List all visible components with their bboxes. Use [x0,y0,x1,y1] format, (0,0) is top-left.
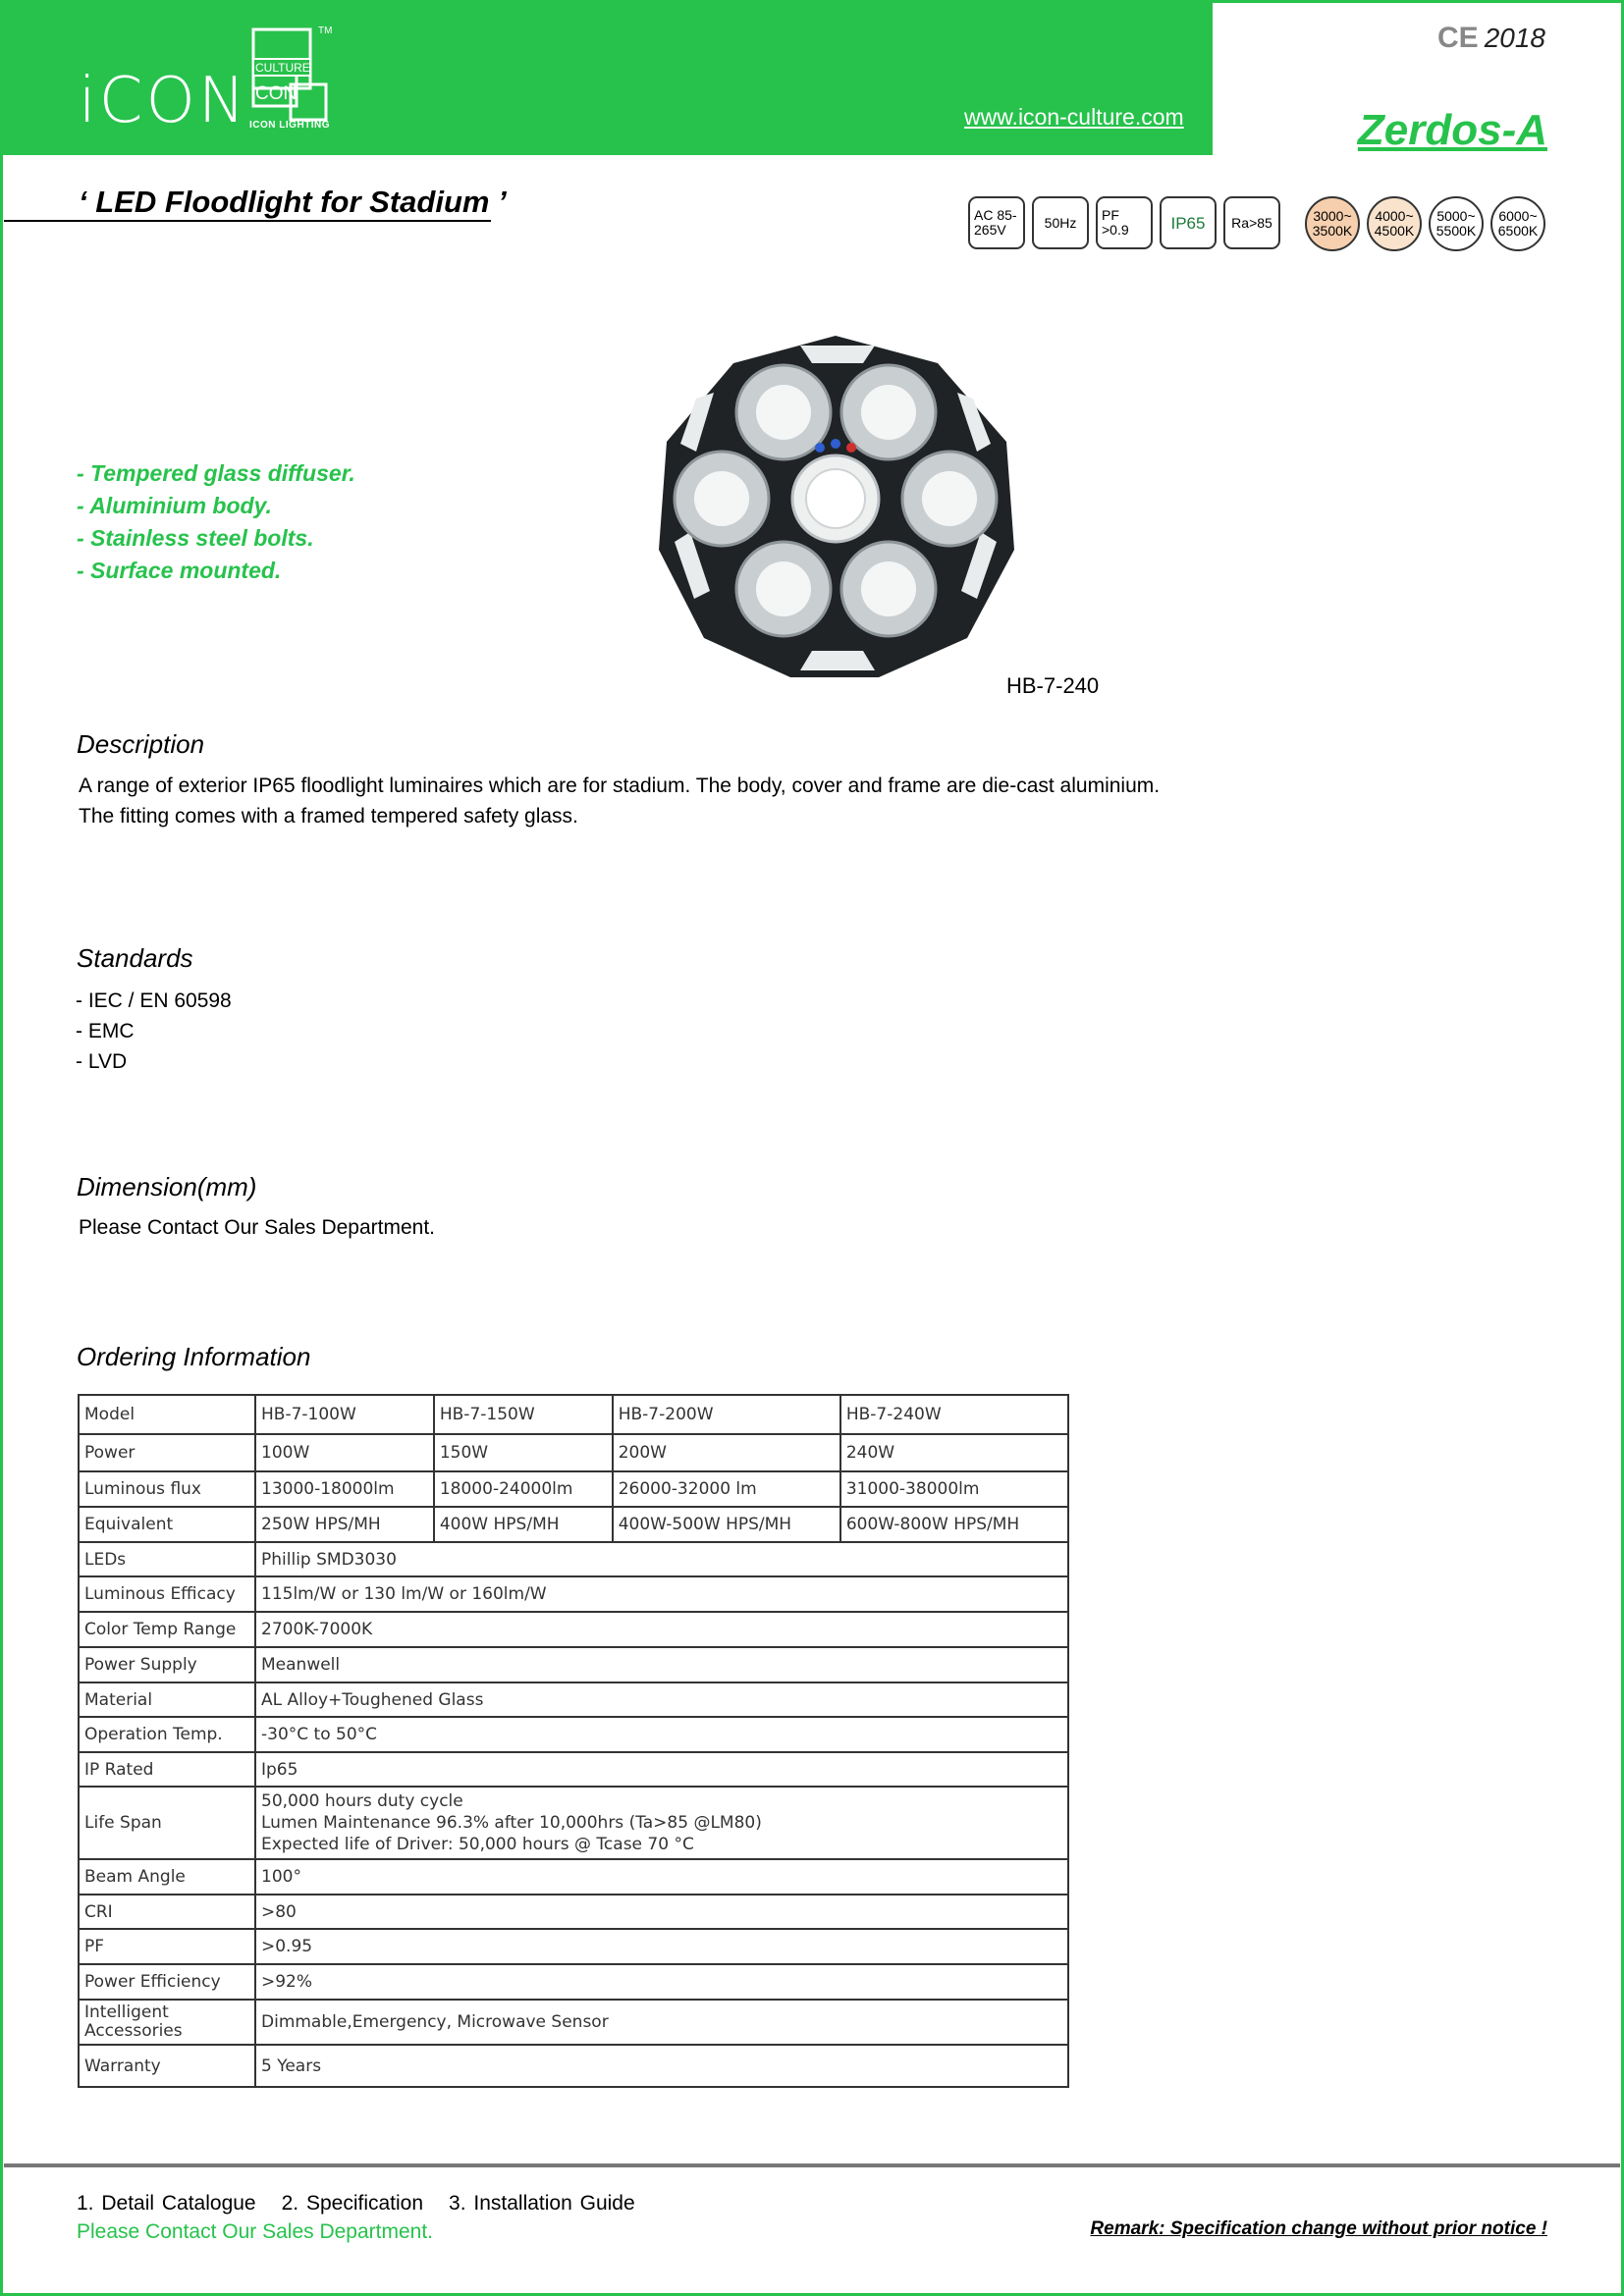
table-row: Power 100W 150W 200W 240W [79,1434,1068,1471]
table-row: Warranty 5 Years [79,2045,1068,2087]
table-row: Power Efficiency >92% [79,1964,1068,2000]
standards-list [76,986,232,1077]
table-row: Power Supply Meanwell [79,1647,1068,1682]
table-row: Luminous Efficacy 115lm/W or 130 lm/W or 160lm/W [79,1576,1068,1612]
footer-link-specification[interactable]: 2. Specification [281,2192,424,2215]
table-row: Luminous flux 13000-18000lm 18000-24000lm 26000-32000 lm 31000-38000lm [79,1471,1068,1507]
brand-wordmark: iCON [79,65,248,137]
table-row: PF >0.95 [79,1929,1068,1964]
badge-frequency: 50Hz [1032,196,1089,249]
standard-item: - IEC / EN 60598 [76,989,232,1012]
standard-item: - EMC [76,1020,135,1042]
table-row: Life Span 50,000 hours duty cycle Lumen Maintenance 96.3% after 10,000hrs (Ta>85 @LM80) Expected life of Driver: 50,000 hours @ Tcase 70 °C [79,1787,1068,1859]
table-row: Model HB-7-100W HB-7-150W HB-7-200W HB-7-240W [79,1395,1068,1434]
table-row: IP Rated Ip65 [79,1752,1068,1787]
svg-text:CON: CON [255,83,298,104]
footer-link-detail-catalogue[interactable]: 1. Detail Catalogue [77,2192,256,2215]
table-row: CRI >80 [79,1895,1068,1929]
icon-culture-logo [247,24,338,122]
cct-badge-6000k: 6000~ 6500K [1490,196,1545,251]
ce-year [1437,22,1545,55]
standards-heading: Standards [77,943,193,973]
spec-badges [968,196,1280,249]
table-row: Equivalent 250W HPS/MH 400W HPS/MH 400W-500W HPS/MH 600W-800W HPS/MH [79,1507,1068,1542]
feature-item: - Aluminium body. [77,493,272,518]
cct-badges [1305,196,1545,251]
table-row: Beam Angle 100° [79,1859,1068,1895]
table-row: Color Temp Range 2700K-7000K [79,1612,1068,1647]
cct-badge-4000k: 4000~ 4500K [1367,196,1422,251]
cct-badge-5000k: 5000~ 5500K [1429,196,1484,251]
floodlight-product-image [653,334,1018,682]
ordering-table [78,1394,1069,2088]
standard-item: - LVD [76,1050,128,1073]
remark-notice: Remark: Specification change without prior notice ! [1090,2218,1547,2239]
ordering-heading: Ordering Information [77,1342,311,1371]
description-heading: Description [77,729,205,759]
badge-cri: Ra>85 [1223,196,1280,249]
table-row: Operation Temp. -30°C to 50°C [79,1717,1068,1752]
table-row: Material AL Alloy+Toughened Glass [79,1682,1068,1717]
badge-power-factor: PF >0.9 [1096,196,1153,249]
feature-list [77,457,355,587]
footer-links [77,2192,661,2216]
badge-voltage: AC 85- 265V [968,196,1025,249]
page-subtitle: ‘ LED Floodlight for Stadium ’ [79,185,507,219]
svg-text:CULTURE: CULTURE [255,61,310,75]
product-image-caption: HB-7-240 [1006,673,1100,698]
svg-text:TM: TM [318,26,333,36]
badge-ip-rating: IP65 [1160,196,1217,249]
footer-link-installation-guide[interactable]: 3. Installation Guide [449,2192,635,2215]
feature-item: - Surface mounted. [77,558,282,583]
subtitle-underline [4,220,491,222]
footer-contact: Please Contact Our Sales Department. [77,2220,434,2243]
dimension-text: Please Contact Our Sales Department. [79,1216,436,1239]
cct-badge-3000k: 3000~ 3500K [1305,196,1360,251]
dimension-heading: Dimension(mm) [77,1172,257,1201]
table-row: LEDs Phillip SMD3030 [79,1542,1068,1576]
website-link[interactable]: www.icon-culture.com [964,104,1184,130]
header-band [0,0,1213,155]
table-row: Intelligent Accessories Dimmable,Emergency, Microwave Sensor [79,2000,1068,2045]
catalogue-year: 2018 [1484,23,1545,53]
feature-item: - Stainless steel bolts. [77,525,314,551]
ce-mark-icon: CE [1437,22,1479,54]
footer-divider [4,2163,1620,2167]
feature-item: - Tempered glass diffuser. [77,460,355,486]
description-text: A range of exterior IP65 floodlight luminaires which are for stadium. The body, cover and frame are die-cast aluminium. The fitting comes with a framed tempered safety glass. [79,774,1161,828]
logo-subtext: ICON LIGHTING [249,120,331,131]
product-name: Zerdos-A [1357,106,1547,154]
